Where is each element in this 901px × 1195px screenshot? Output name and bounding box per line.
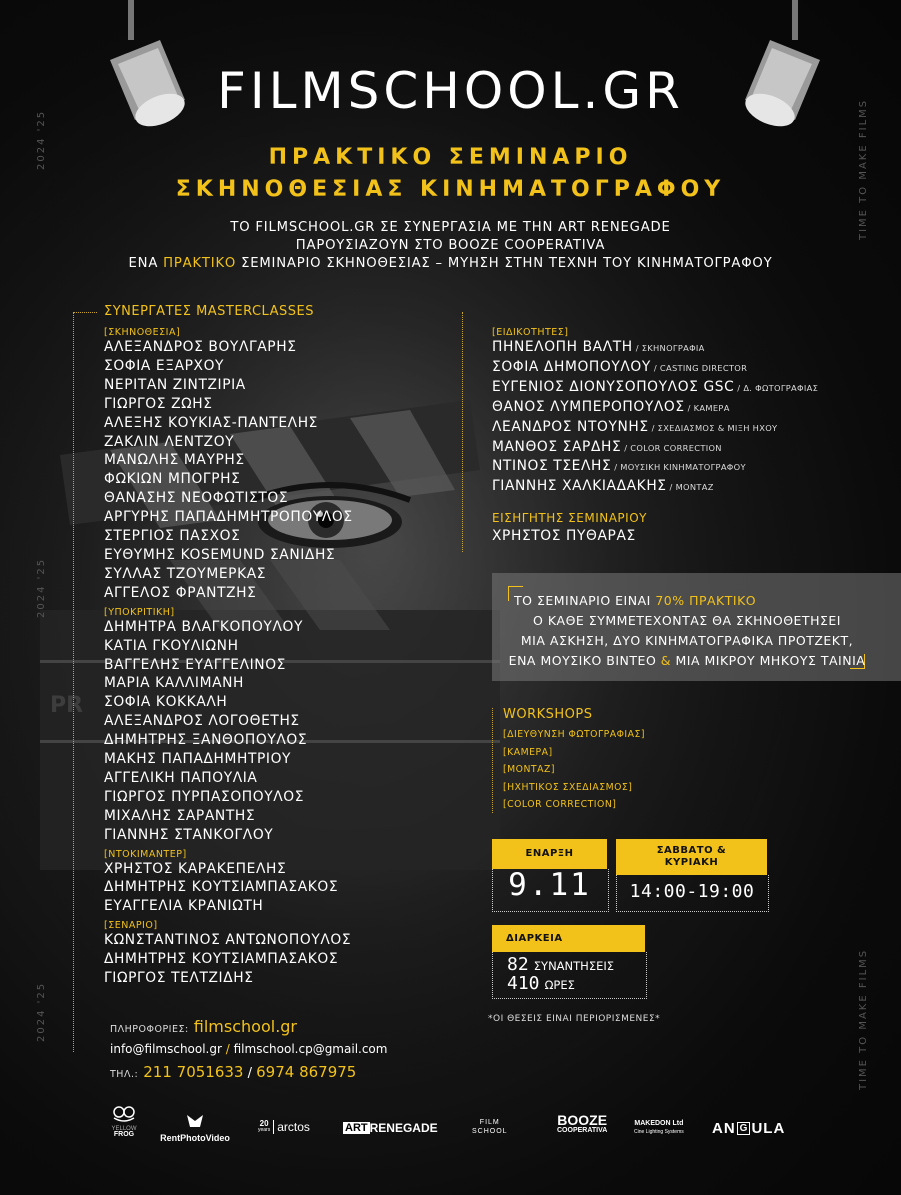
promo-line-4: ΕΝΑ ΜΟΥΣΙΚΟ ΒΙΝΤΕΟ & ΜΙΑ ΜΙΚΡΟΥ ΜΗΚΟΥΣ ΤΑΙΝΙΑ [508, 653, 866, 668]
list-item: ΓΙΑΝΝΗΣ ΧΑΛΚΙΑΔΑΚΗΣ / ΜΟΝΤΑΖ [492, 478, 714, 495]
list-item: ΣΟΦΙΑ ΚΟΚΚΑΛΗ [104, 694, 228, 711]
side-slogan-top: TIME TO MAKE FILMS [858, 98, 869, 240]
contact-block [110, 1017, 450, 1081]
rentphotovideo-logo: RentPhotoVideo [155, 1113, 235, 1143]
website-link[interactable]: filmschool.gr [193, 1017, 298, 1036]
list-item: ΣΤΕΡΓΙΟΣ ΠΑΣΧΟΣ [104, 528, 241, 545]
list-item: ΑΛΕΞΗΣ ΚΟΥΚΙΑΣ-ΠΑΝΤΕΛΗΣ [104, 414, 318, 431]
directing-label: [ΣΚΗΝΟΘΕΣΙΑ] [104, 327, 181, 338]
logo-text: FILMSCHOOL.GR [217, 62, 684, 120]
list-item: ΣΟΦΙΑ ΔΗΜΟΠΟΥΛΟΥ / CASTING DIRECTOR [492, 358, 748, 375]
intro [0, 219, 901, 273]
list-item: ΓΙΩΡΓΟΣ ΖΩΗΣ [104, 395, 213, 412]
angula-logo: AN G ULA [712, 1120, 786, 1137]
side-slogan-bottom: TIME TO MAKE FILMS [858, 948, 869, 1090]
info-label: ΠΛΗΡΟΦΟΡΙΕΣ: [110, 1024, 189, 1035]
filmschool-logo: FILM SCHOOL [472, 1119, 508, 1135]
specialties-list [492, 338, 892, 497]
intro-line-3-post: ΣΕΜΙΝΑΡΙΟ ΣΚΗΝΟΘΕΣΙΑΣ – ΜΥΗΣΗ ΣΤΗΝ ΤΕΧΝΗ ΤΟΥ ΚΙΝΗΜΑΤΟΓΡΑΦΟΥ [236, 256, 773, 271]
intro-highlight: ΠΡΑΚΤΙΚΟ [163, 256, 237, 271]
list-item: ΝΤΙΝΟΣ ΤΣΕΛΗΣ / ΜΟΥΣΙΚΗ ΚΙΝΗΜΑΤΟΓΡΑΦΟΥ [492, 458, 746, 475]
instructor-label: ΕΙΣΗΓΗΤΗΣ ΣΕΜΙΝΑΡΙΟΥ [492, 511, 647, 526]
masterclasses-heading: ΣΥΝΕΡΓΑΤΕΣ MASTERCLASSES [104, 304, 314, 319]
list-item: ΖΑΚΛΙΝ ΛΕΝΤΖΟΥ [104, 433, 235, 450]
list-item: ΠΗΝΕΛΟΠΗ ΒΑΛΤΗ / ΣΚΗΝΟΓΡΑΦΙΑ [492, 339, 705, 355]
list-item: ΔΗΜΗΤΡΗΣ ΚΟΥΤΣΙΑΜΠΑΣΑΚΟΣ [104, 879, 339, 896]
intro-line-3-pre: ΕΝΑ [128, 256, 164, 271]
specialties-label: [ΕΙΔΙΚΟΤΗΤΕΣ] [492, 327, 569, 338]
list-item: [ΗΧΗΤΙΚΟΣ ΣΧΕΔΙΑΣΜΟΣ] [503, 781, 633, 793]
email-separator: / [221, 1042, 234, 1056]
title-line-2: ΣΚΗΝΟΘΕΣΙΑΣ ΚΙΝΗΜΑΤΟΓΡΑΦΟΥ [175, 177, 726, 202]
list-item: ΜΑΡΙΑ ΚΑΛΛΙΜΑΝΗ [104, 675, 245, 692]
meetings-count: 82 [507, 954, 529, 975]
directing-list [104, 338, 464, 603]
masterclasses-column [104, 304, 464, 988]
phone-1[interactable]: 211 7051633 [143, 1063, 244, 1081]
list-item: [ΜΟΝΤΑΖ] [503, 764, 555, 775]
list-item: [ΔΙΕΥΘΥΝΣΗ ΦΩΤΟΓΡΑΦΙΑΣ] [503, 729, 646, 740]
title-line-1: ΠΡΑΚΤΙΚΟ ΣΕΜΙΝΑΡΙΟ [268, 145, 633, 170]
yellow-frog-logo: YELLOW FROG [104, 1106, 144, 1138]
screenplay-label: [ΣΕΝΑΡΙΟ] [104, 920, 158, 932]
fox-icon [185, 1113, 205, 1129]
intro-line-1: ΤΟ FILMSCHOOL.GR ΣΕ ΣΥΝΕΡΓΑΣΙΑ ΜΕ ΤΗΝ ART RENEGADE [230, 220, 671, 235]
list-item: ΜΑΚΗΣ ΠΑΠΑΔΗΜΗΤΡΙΟΥ [104, 751, 292, 768]
list-item: ΘΑΝΟΣ ΛΥΜΠΕΡΟΠΟΥΛΟΣ / ΚΑΜΕΡΑ [492, 398, 730, 415]
screenplay-list [104, 931, 464, 988]
list-item: ΚΩΝΣΤΑΝΤΙΝΟΣ ΑΝΤΩΝΟΠΟΥΛΟΣ [104, 932, 352, 949]
promo-highlight: 70% ΠΡΑΚΤΙΚΟ [655, 593, 757, 608]
list-item: ΔΗΜΗΤΡΑ ΒΛΑΓΚΟΠΟΥΛΟΥ [104, 618, 303, 635]
specialties-column [492, 327, 892, 546]
list-item: ΓΙΩΡΓΟΣ ΠΥΡΠΑΣΟΠΟΥΛΟΣ [104, 788, 305, 805]
list-item: ΕΥΑΓΓΕΛΙΑ ΚΡΑΝΙΩΤΗ [104, 898, 264, 915]
side-year-top: 2024 '25 [36, 109, 47, 170]
list-item: ΚΑΤΙΑ ΓΚΟΥΛΙΩΝΗ [104, 637, 239, 654]
frog-icon [112, 1106, 136, 1122]
list-item: [ΚΑΜΕΡΑ] [503, 746, 553, 758]
list-item: ΔΗΜΗΤΡΗΣ ΚΟΥΤΣΙΑΜΠΑΣΑΚΟΣ [104, 951, 339, 968]
list-item: ΜΙΧΑΛΗΣ ΣΑΡΑΝΤΗΣ [104, 807, 256, 824]
phone-separator: / [243, 1066, 257, 1081]
instructor-name: ΧΡΗΣΤΟΣ ΠΥΘΑΡΑΣ [492, 528, 636, 545]
hours-count: 410 [507, 973, 540, 994]
documentary-list [104, 860, 464, 917]
days-line-2: ΚΥΡΙΑΚΗ [664, 857, 719, 868]
list-item: ΕΥΓΕΝΙΟΣ ΔΙΟΝΥΣΟΠΟΥΛΟΣ GSC / Δ. ΦΩΤΟΓΡΑΦΙΑΣ [492, 378, 819, 395]
start-label: ΕΝΑΡΞΗ [492, 839, 607, 869]
promo-text [492, 591, 882, 671]
hours-word: ΩΡΕΣ [544, 978, 575, 992]
email-link-2[interactable]: filmschool.cp@gmail.com [233, 1042, 388, 1056]
start-date: 9.11 [508, 867, 591, 903]
days-line-1: ΣΑΒΒΑΤΟ & [656, 845, 727, 856]
list-item: ΑΛΕΞΑΝΔΡΟΣ ΛΟΓΟΘΕΤΗΣ [104, 713, 300, 730]
arctos-logo: 20 years arctos [258, 1119, 310, 1134]
list-item: ΑΡΓΥΡΗΣ ΠΑΠΑΔΗΜΗΤΡΟΠΟΥΛΟΣ [104, 509, 353, 526]
makedon-logo: MAKEDON Ltd Cine Lighting Systems [634, 1120, 684, 1135]
email-link-1[interactable]: info@filmschool.gr [110, 1042, 222, 1056]
list-item: ΘΑΝΑΣΗΣ ΝΕΟΦΩΤΙΣΤΟΣ [104, 490, 289, 507]
list-item: ΒΑΓΓΕΛΗΣ ΕΥΑΓΓΕΛΙΝΟΣ [104, 656, 286, 673]
documentary-label: [ΝΤΟΚΙΜΑΝΤΕΡ] [104, 848, 187, 860]
phone-label: ΤΗΛ.: [110, 1069, 139, 1080]
list-item: ΓΙΑΝΝΗΣ ΣΤΑΝΚΟΓΛΟΥ [104, 826, 274, 843]
list-item: ΝΕΡΙΤΑΝ ΖΙΝΤΖΙΡΙΑ [104, 376, 246, 393]
duration-values [507, 954, 647, 994]
list-item: ΔΗΜΗΤΡΗΣ ΞΑΝΘΟΠΟΥΛΟΣ [104, 732, 308, 749]
list-item: ΛΕΑΝΔΡΟΣ ΝΤΟΥΝΗΣ / ΣΧΕΔΙΑΣΜΟΣ & ΜΙΞΗ ΗΧΟΥ [492, 418, 778, 435]
intro-line-2: ΠΑΡΟΥΣΙΑΖΟΥΝ ΣΤΟ BOOZE COOPERATIVA [295, 238, 606, 253]
svg-text:PR: PR [50, 693, 84, 718]
list-item: ΣΥΛΛΑΣ ΤΖΟΥΜΕΡΚΑΣ [104, 565, 267, 582]
acting-label: [ΥΠΟΚΡΙΤΙΚΗ] [104, 606, 175, 618]
limited-seats-note: *ΟΙ ΘΕΣΕΙΣ ΕΙΝΑΙ ΠΕΡΙΟΡΙΣΜΕΝΕΣ* [488, 1014, 661, 1024]
list-item: ΑΛΕΞΑΝΔΡΟΣ ΒΟΥΛΓΑΡΗΣ [104, 339, 297, 355]
list-item: ΧΡΗΣΤΟΣ ΚΑΡΑΚΕΠΕΛΗΣ [104, 860, 287, 877]
list-item: ΦΩΚΙΩΝ ΜΠΟΓΡΗΣ [104, 471, 241, 488]
workshops-block [503, 707, 763, 814]
side-year-bottom: 2024 '25 [36, 981, 47, 1042]
phone-2[interactable]: 6974 867975 [256, 1063, 357, 1081]
meetings-word: ΣΥΝΑΝΤΗΣΕΙΣ [533, 959, 615, 973]
days-label [616, 839, 767, 875]
promo-line-3: ΜΙΑ ΑΣΚΗΣΗ, ΔΥΟ ΚΙΝΗΜΑΤΟΓΡΑΦΙΚΑ ΠΡΟΤΖΕΚΤ, [520, 633, 854, 648]
list-item: ΑΓΓΕΛΙΚΗ ΠΑΠΟΥΛΙΑ [104, 769, 258, 786]
art-renegade-logo: ART RENEGADE [345, 1121, 438, 1135]
promo-line-1-pre: ΤΟ ΣΕΜΙΝΑΡΙΟ ΕΙΝΑΙ [514, 593, 656, 608]
list-item: [COLOR CORRECTION] [503, 799, 617, 810]
list-item: ΕΥΘΥΜΗΣ KOSEMUND ΣΑΝΙΔΗΣ [104, 546, 336, 563]
list-item: ΜΑΝΘΟΣ ΣΑΡΔΗΣ / COLOR CORRECTION [492, 438, 722, 455]
intro-line-3 [0, 255, 901, 273]
side-year-middle: 2024 '25 [36, 557, 47, 618]
booze-cooperativa-logo: BOOZE COOPERATIVA [557, 1112, 608, 1134]
list-item: ΜΑΝΩΛΗΣ ΜΑΥΡΗΣ [104, 452, 245, 469]
list-item: ΑΓΓΕΛΟΣ ΦΡΑΝΤΖΗΣ [104, 584, 257, 601]
acting-list [104, 618, 464, 845]
duration-label: ΔΙΑΡΚΕΙΑ [492, 925, 645, 952]
time-value: 14:00-19:00 [629, 881, 755, 902]
workshops-heading: WORKSHOPS [503, 707, 593, 722]
list-item: ΓΙΩΡΓΟΣ ΤΕΛΤΖΙΔΗΣ [104, 970, 254, 987]
promo-line-2: Ο ΚΑΘΕ ΣΥΜΜΕΤΕΧΟΝΤΑΣ ΘΑ ΣΚΗΝΟΘΕΤΗΣΕΙ [533, 613, 841, 628]
list-item: ΣΟΦΙΑ ΕΞΑΡΧΟΥ [104, 357, 225, 374]
